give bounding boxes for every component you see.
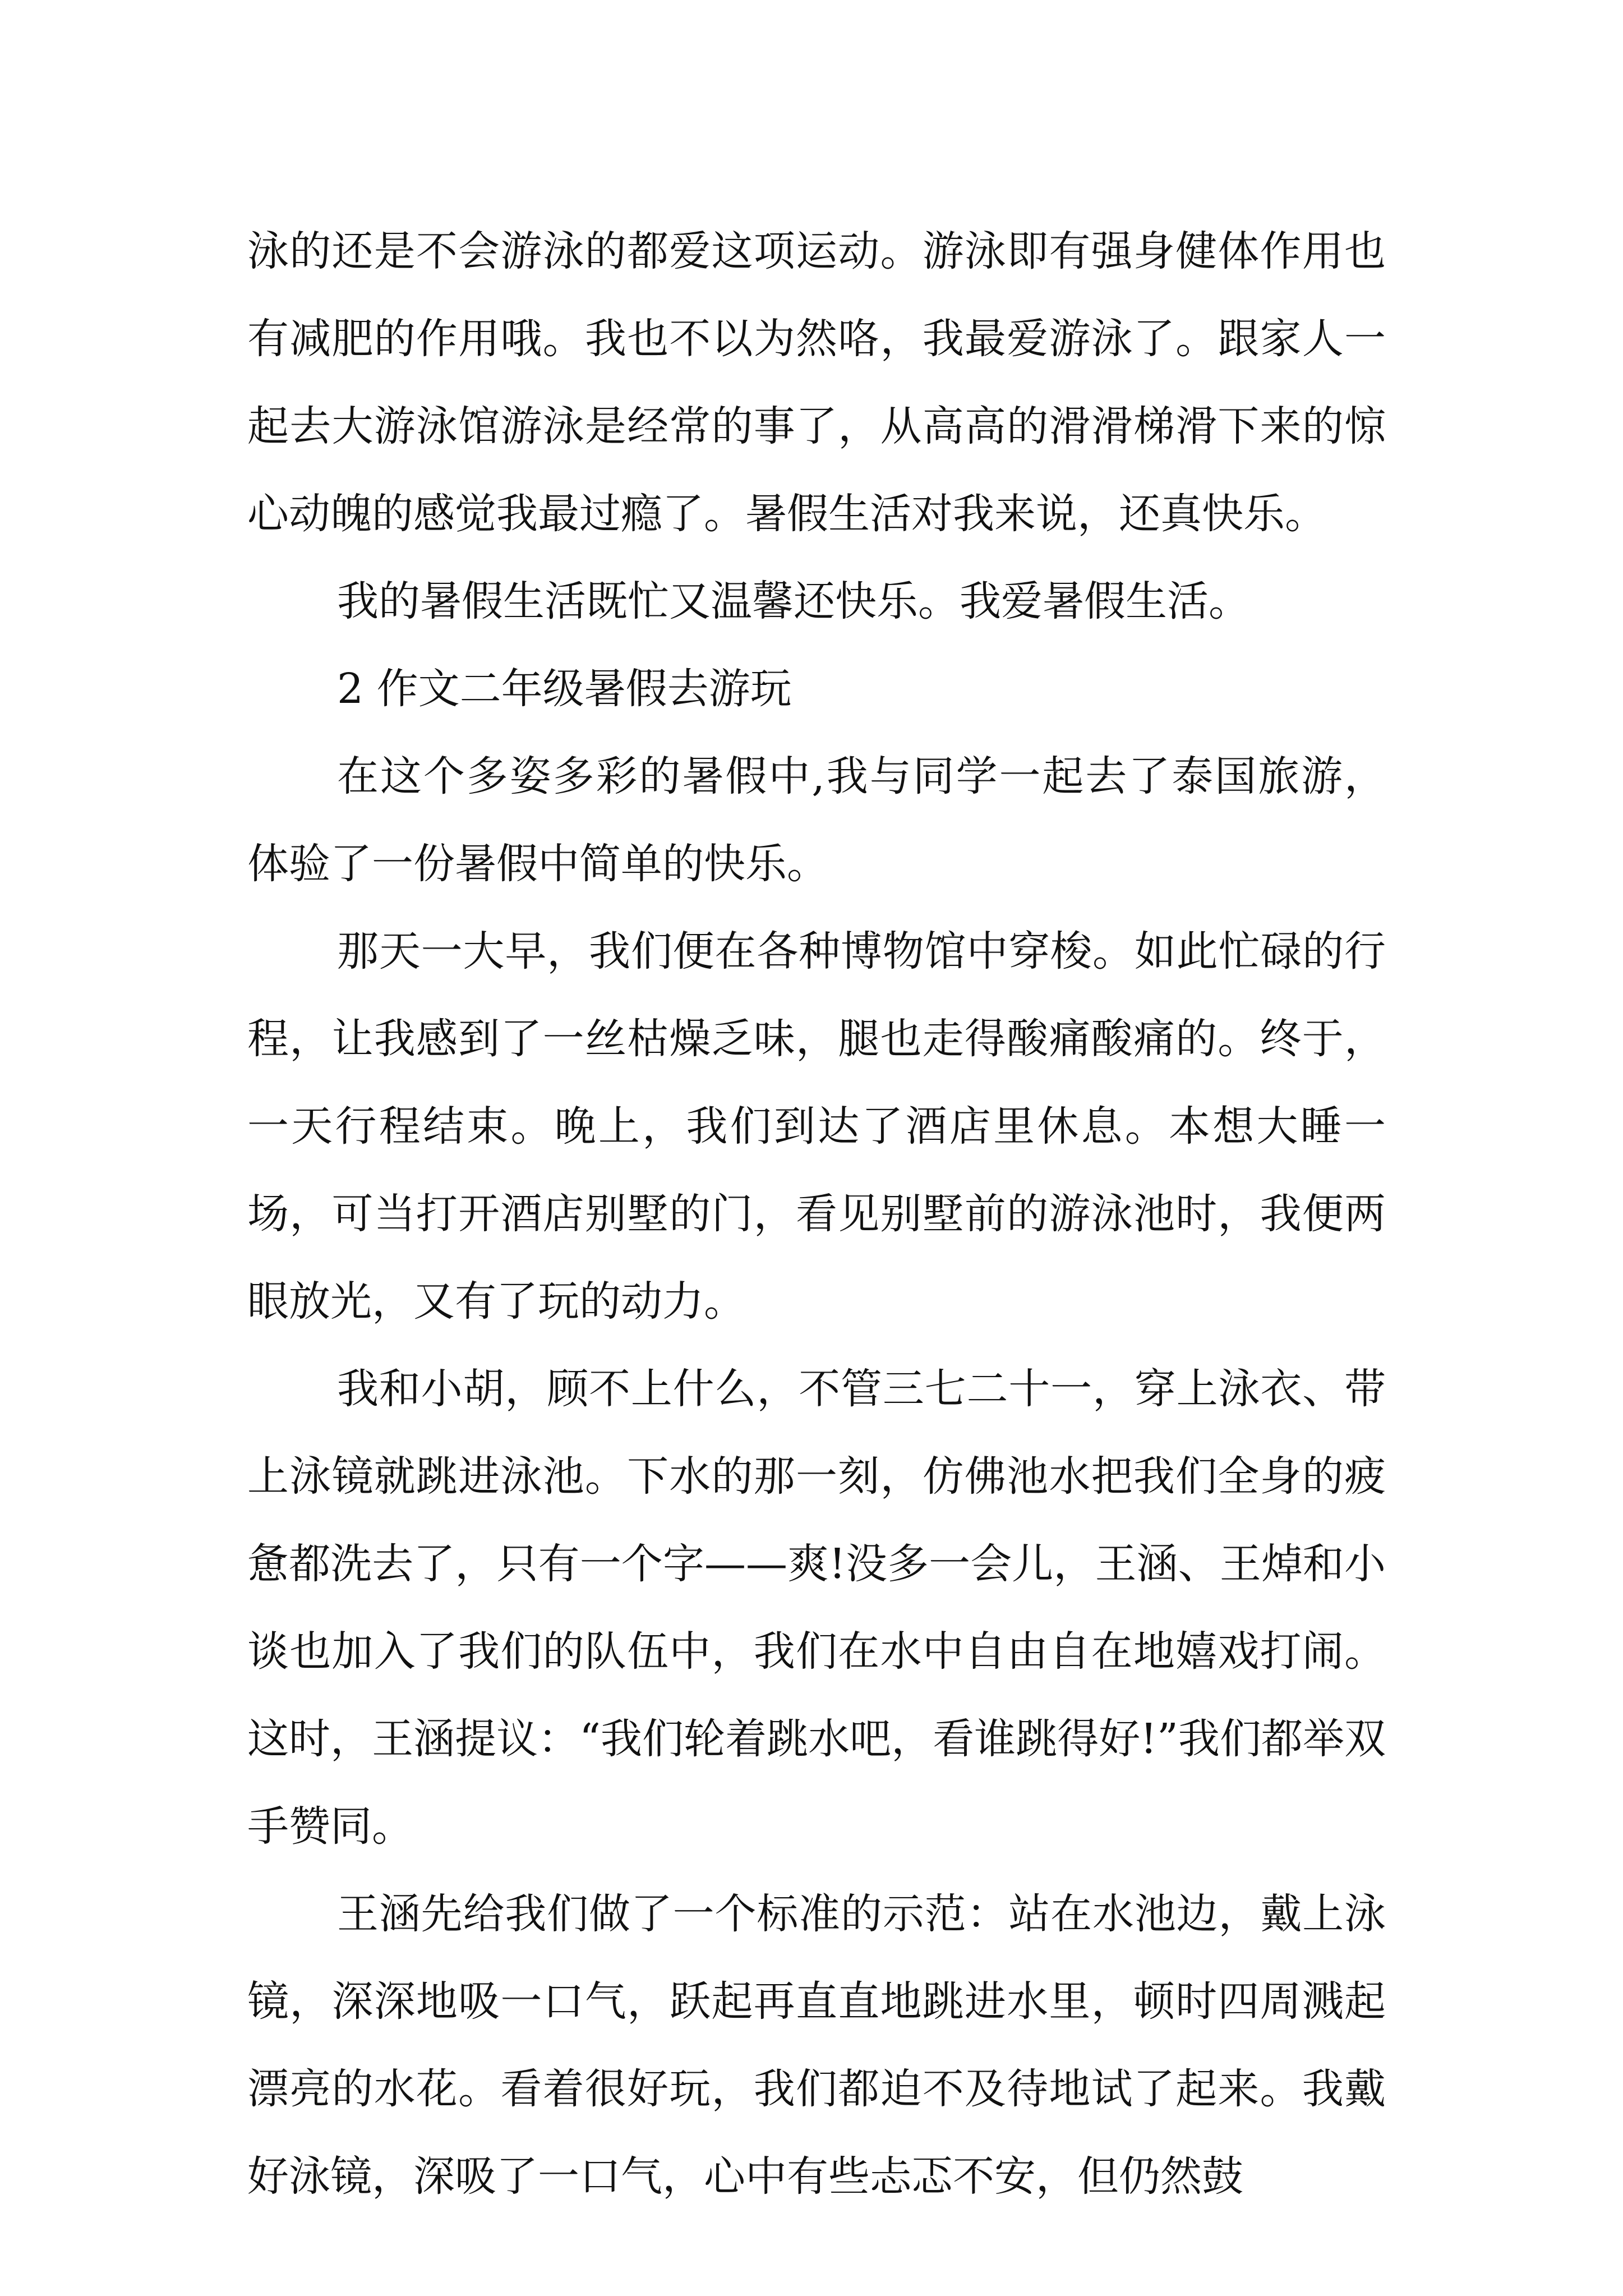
text-line: 王焯和小谈也加入了我们的队伍中，我们在水中自由自在地 [247, 1540, 1386, 1676]
text-line: 的疲惫都洗去了，只有一个字——爽!没多一会儿，王涵、 [247, 1452, 1386, 1588]
paragraph-3 [247, 733, 1386, 908]
text-line: 我和小胡，顾不上什么，不管三七二十一，穿上泳衣、 [337, 1365, 1344, 1413]
text-line: 也有减肥的作用哦。我也不以为然咯，我最爱游泳了。跟家 [247, 227, 1386, 363]
text-line: 嬉戏打闹。这时，王涵提议：“我们轮着跳水吧，看谁跳得 [247, 1627, 1386, 1763]
text-line: 我便两眼放光，又有了玩的动力。 [247, 1190, 1386, 1326]
text-line: 泳镜，深深地吸一口气，跃起再直直地跳进水里，顿时四周 [247, 1890, 1386, 2026]
text-line: 王涵先给我们做了一个标准的示范：站在水池边，戴上 [337, 1890, 1344, 1938]
paragraph-5 [247, 1345, 1386, 1870]
text-line: 睡一场，可当打开酒店别墅的门，看见别墅前的游泳池时， [247, 1102, 1386, 1238]
text-line: 好!”我们都举双手赞同。 [247, 1715, 1386, 1851]
paragraph-2 [247, 558, 1386, 645]
text-line: 泳的还是不会游泳的都爱这项运动。游泳即有强身健体作用 [247, 227, 1344, 275]
text-line: 人一起去大游泳馆游泳是经常的事了，从高高的滑滑梯滑下 [247, 315, 1386, 450]
section-heading [247, 645, 1386, 733]
text-line: 那天一大早，我们便在各种博物馆中穿梭。如此忙碌的 [337, 927, 1344, 976]
paragraph-4 [247, 908, 1386, 1345]
text-line: 我戴好泳镜，深吸了一口气，心中有些忐忑不安，但仍然鼓 [247, 2065, 1386, 2201]
text-line: 来的惊心动魄的感觉我最过瘾了。暑假生活对我来说，还真 [247, 402, 1386, 538]
document-body [247, 208, 1386, 2220]
text-line: 体验了一份暑假中简单的快乐。 [247, 840, 828, 888]
text-line: 溅起漂亮的水花。看着很好玩，我们都迫不及待地试了起来。 [247, 1977, 1386, 2113]
paragraph-6 [247, 1870, 1386, 2220]
text-line: 行程，让我感到了一丝枯燥乏味，腿也走得酸痛酸痛的。终 [247, 927, 1386, 1063]
text-line: 带上泳镜就跳进泳池。下水的那一刻，仿佛池水把我们全身 [247, 1365, 1386, 1501]
text-line: 我的暑假生活既忙又温馨还快乐。我爱暑假生活。 [337, 577, 1250, 625]
heading-text: 2 作文二年级暑假去游玩 [337, 665, 792, 713]
paragraph-1 [247, 208, 1386, 558]
text-line: 快乐。 [1202, 490, 1326, 538]
text-line: 于，一天行程结束。晚上，我们到达了酒店里休息。本想大 [247, 1015, 1386, 1151]
text-line: 在这个多姿多彩的暑假中,我与同学一起去了泰国旅游， [337, 752, 1386, 800]
